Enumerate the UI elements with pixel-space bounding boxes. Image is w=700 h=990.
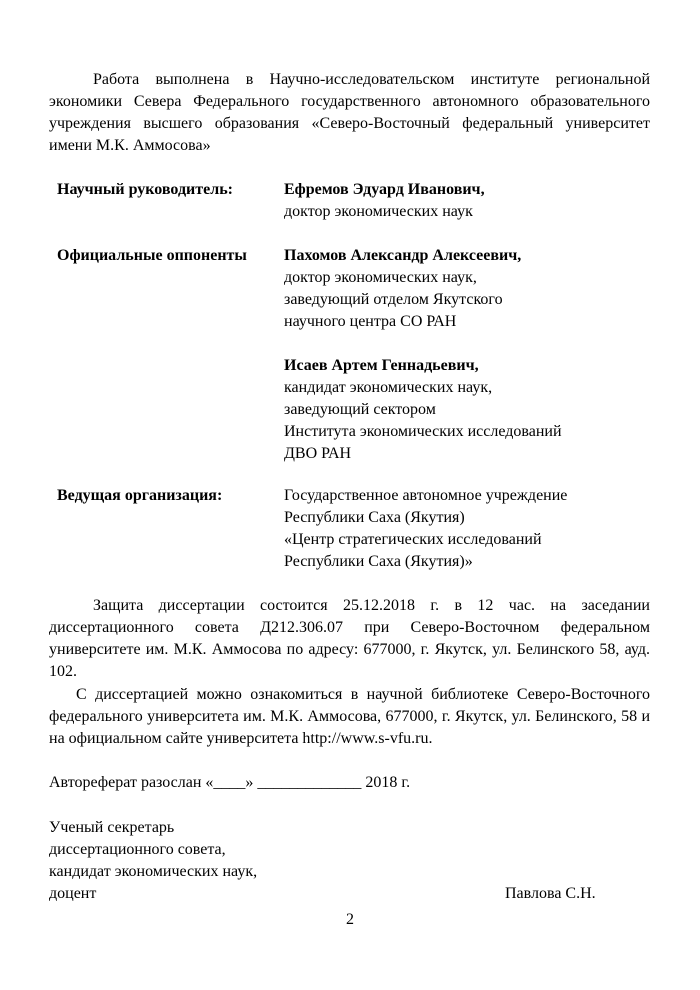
opponent-first-line: заведующий отделом Якутского bbox=[284, 291, 503, 308]
opponent-second bbox=[284, 355, 624, 465]
opponent-first-line: доктор экономических наук, bbox=[284, 269, 477, 286]
opponent-second-line: заведующий сектором bbox=[284, 401, 436, 418]
page-number: 2 bbox=[346, 911, 354, 928]
leading-org-line: Республики Саха (Якутия)» bbox=[284, 553, 473, 570]
defense-text: Защита диссертации состоится 25.12.2018 г. в 12 час. на заседании диссертационного совета Д212.306.07 при Северо-Восточном федеральном университете им. М.К. Аммосова по адресу: 677000, г. Якутск, ул. Белинского 58, ауд. 102. bbox=[49, 597, 650, 680]
opponent-second-line: ДВО РАН bbox=[284, 445, 352, 462]
opponent-second-line: Института экономических исследований bbox=[284, 423, 562, 440]
opponent-first bbox=[284, 245, 624, 333]
opponents-role: Официальные оппоненты bbox=[57, 247, 247, 264]
secretary-line: Ученый секретарь bbox=[49, 819, 175, 836]
sent-line: Автореферат разослан «____» _____________ 2018 г. bbox=[49, 774, 411, 791]
intro-paragraph bbox=[49, 69, 650, 157]
leading-org-role: Ведущая организация: bbox=[57, 487, 223, 504]
supervisor-degree: доктор экономических наук bbox=[284, 203, 473, 220]
leading-org-line: «Центр стратегических исследований bbox=[284, 531, 542, 548]
opponent-first-line: научного центра СО РАН bbox=[284, 313, 457, 330]
opponent-second-name: Исаев Артем Геннадьевич, bbox=[284, 357, 479, 374]
secretary-line: диссертационного совета, bbox=[49, 841, 226, 858]
secretary-name: Павлова С.Н. bbox=[505, 885, 596, 902]
secretary-block bbox=[49, 817, 257, 905]
secretary-line: доцент bbox=[49, 885, 97, 902]
opponent-first-name: Пахомов Александр Алексеевич, bbox=[284, 247, 522, 264]
defense-paragraph bbox=[49, 595, 650, 683]
supervisor-role: Научный руководитель: bbox=[57, 181, 233, 198]
opponent-second-line: кандидат экономических наук, bbox=[284, 379, 493, 396]
leading-org-details bbox=[284, 485, 624, 573]
library-text: С диссертацией можно ознакомиться в научной библиотеке Северо-Восточного федерального университета им. М.К. Аммосова, 677000, г. Якутск, ул. Белинского, 58 и на официальном сайте университета http://www.s-vfu.ru. bbox=[49, 686, 650, 747]
secretary-line: кандидат экономических наук, bbox=[49, 863, 258, 880]
leading-org-line: Государственное автономное учреждение bbox=[284, 487, 568, 504]
supervisor-person bbox=[284, 179, 624, 223]
supervisor-name: Ефремов Эдуард Иванович, bbox=[284, 181, 485, 198]
library-paragraph bbox=[49, 684, 650, 750]
leading-org-line: Республики Саха (Якутия) bbox=[284, 509, 465, 526]
intro-text: Работа выполнена в Научно-исследовательском институте региональной экономики Севера Федерального государственного автономного образовательного учреждения высшего образования «Северо-Восточный федеральный университет имени М.К. Аммосова» bbox=[49, 71, 650, 154]
